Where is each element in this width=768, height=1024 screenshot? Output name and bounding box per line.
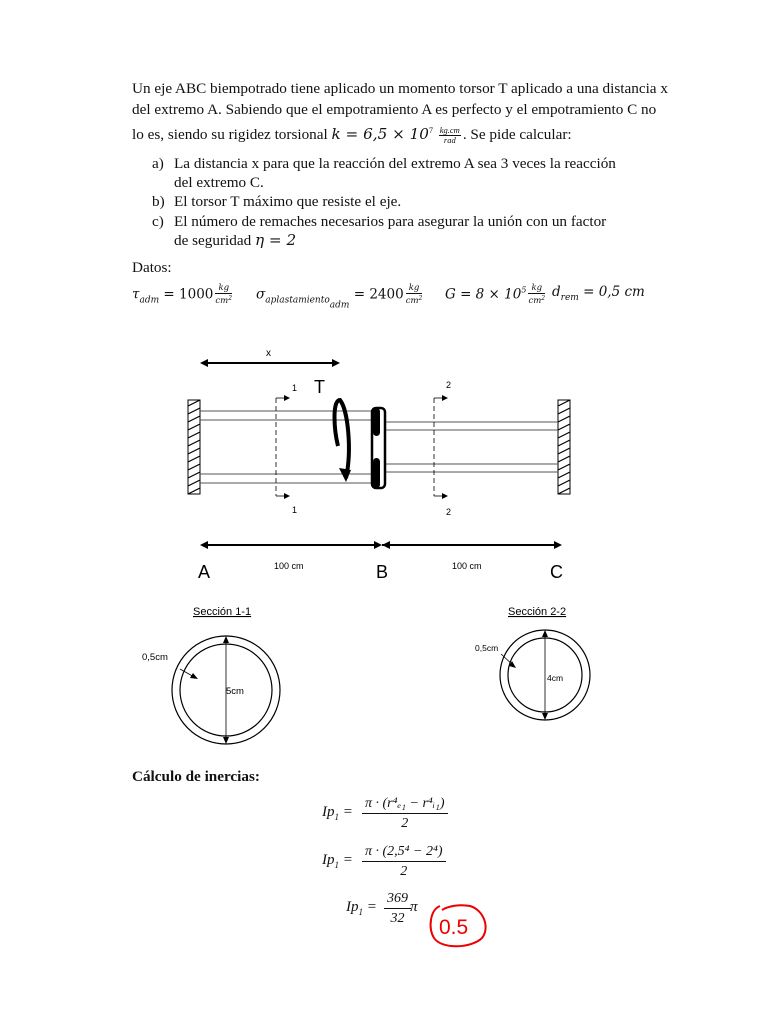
unit-den-exp: 2 <box>418 295 423 302</box>
question-marker: a) <box>152 155 164 172</box>
eq1-denominator: 2 <box>401 816 409 831</box>
section-1-diameter-label: 5cm <box>226 686 244 697</box>
section-2-title: Sección 2-2 <box>508 606 567 618</box>
problem-statement <box>132 78 668 146</box>
safety-factor: η = 2 <box>254 231 297 249</box>
eq3-lhs-text: Ip <box>346 899 359 915</box>
unit-den-base: cm <box>215 296 229 306</box>
g-expression: G = 8 × 10 <box>445 286 522 303</box>
unit-den <box>406 294 423 306</box>
dim-bc-arrow-left <box>382 541 390 549</box>
section-1-bottom-label: 1 <box>292 505 298 515</box>
equation-2-lhs: $Ip_1$ = <box>322 852 353 870</box>
segment-ab <box>200 411 378 483</box>
cross-sections <box>132 598 632 748</box>
eq2-lhs-sub: 1 <box>334 860 339 870</box>
point-b-label: B <box>376 562 389 582</box>
datos-row <box>132 284 652 314</box>
k-unit-num: kg.cm <box>439 125 460 136</box>
intro-line-3 <box>132 120 642 145</box>
section-1-diam-arrow-bottom <box>223 737 229 744</box>
question-list <box>152 155 622 252</box>
section-2-arrowhead-top <box>442 395 448 401</box>
equation-1-fraction <box>362 794 448 833</box>
equation-3-fraction <box>384 889 411 928</box>
shaft-diagram <box>180 330 600 590</box>
point-c-label: C <box>550 562 563 582</box>
unit-den-base: cm <box>405 296 419 306</box>
shear-modulus <box>445 284 547 306</box>
rivet-diameter <box>552 284 645 303</box>
sigma-adm <box>256 284 424 311</box>
intro-line-3-text: lo es, siendo su rigidez torsional <box>132 126 332 143</box>
intro-line-3-end: . Se pide calcular: <box>462 126 572 143</box>
section-2-diameter-label: 4cm <box>547 673 564 683</box>
unit-num: kg <box>406 284 423 294</box>
x-arrow-left <box>200 359 208 367</box>
datos-title: Datos: <box>132 259 172 276</box>
unit-den-exp: 2 <box>541 295 546 302</box>
question-item <box>152 193 622 212</box>
section-1-thickness-label: 0,5cm <box>142 652 168 663</box>
unit-num: kg <box>215 284 232 294</box>
intro-line-2: del extremo A. Sabiendo que el empotramiento A es perfecto y el empotramiento C no <box>132 101 657 118</box>
section-2-diam-arrow-top <box>542 630 548 637</box>
k-unit-den: rad <box>443 135 456 146</box>
g-unit <box>528 284 545 306</box>
unit-den <box>215 294 232 306</box>
section-1-arrowhead-bottom <box>284 493 290 499</box>
question-item <box>152 155 622 192</box>
eq1-lhs-sub: 1 <box>334 812 339 822</box>
question-marker: b) <box>152 193 165 210</box>
grade-value: 0.5 <box>439 916 469 939</box>
k-exponent: 7 <box>428 126 433 135</box>
sigma-unit <box>406 284 423 306</box>
sigma-value: = 2400 <box>349 286 404 303</box>
unit-den-exp: 2 <box>228 295 233 302</box>
tau-value: = 1000 <box>159 286 214 303</box>
dim-ab-arrow-right <box>374 541 382 549</box>
eq2-lhs-text: Ip <box>322 852 335 868</box>
equation-2-fraction <box>362 842 446 881</box>
segment-bc <box>378 422 558 472</box>
tau-unit <box>215 284 232 306</box>
unit-den-base: cm <box>528 296 542 306</box>
section-1-diam-arrow-top <box>223 636 229 643</box>
section-1-thickness-arrow <box>190 673 198 679</box>
eq3-numerator: 369 <box>384 889 411 909</box>
tau-subscript: adm <box>139 295 160 306</box>
wall-c <box>558 400 570 494</box>
section-2-thickness-label: 0,5cm <box>475 643 499 653</box>
section-2-top-label: 2 <box>446 380 452 390</box>
rivet-bottom <box>373 458 380 488</box>
eq1-numerator: π · (r⁴ₑ₁ − r⁴ᵢ₁) <box>362 794 448 814</box>
dim-bc-arrow-right <box>554 541 562 549</box>
tau-symbol: τ <box>132 286 140 303</box>
d-subscript: rem <box>560 293 579 303</box>
dim-bc-label: 100 cm <box>452 561 482 571</box>
section-1-top-label: 1 <box>292 383 298 393</box>
tau-adm <box>132 284 234 306</box>
section-2-arrowhead-bottom <box>442 493 448 499</box>
question-item <box>152 213 622 251</box>
unit-num: kg <box>528 284 545 294</box>
sigma-subscript-adm: adm <box>329 300 350 311</box>
section-1-arrowhead-top <box>284 395 290 401</box>
intro-line-1: Un eje ABC biempotrado tiene aplicado un momento torsor T aplicado a una distancia x <box>132 80 668 97</box>
inercias-heading: Cálculo de inercias: <box>132 768 260 785</box>
d-value: = 0,5 cm <box>578 284 645 300</box>
eq2-numerator: π · (2,5⁴ − 2⁴) <box>362 842 446 862</box>
section-2-bottom-label: 2 <box>446 507 452 517</box>
torque-arrowhead <box>339 468 351 482</box>
k-unit-fraction <box>439 126 461 145</box>
dim-ab-label: 100 cm <box>274 561 304 571</box>
section-2-diam-arrow-bottom <box>542 713 548 720</box>
eq3-denominator: 32 <box>390 911 405 926</box>
d-symbol: d <box>552 284 561 300</box>
question-marker: c) <box>152 212 164 230</box>
section-1-title: Sección 1-1 <box>193 606 252 618</box>
x-arrow-right <box>332 359 340 367</box>
point-a-label: A <box>198 562 211 582</box>
question-text: La distancia x para que la reacción del extremo A sea 3 veces la reacción del extremo C. <box>174 155 616 191</box>
equation-1-lhs: $Ip_1$ = <box>322 804 353 822</box>
g-exponent: 5 <box>521 285 527 295</box>
torque-label: T <box>314 377 325 397</box>
wall-a <box>188 400 200 494</box>
sigma-symbol: σ <box>256 286 266 303</box>
equation-3-lhs: $Ip_1$ = <box>346 899 377 917</box>
rivet-top <box>373 408 380 436</box>
eq2-denominator: 2 <box>400 864 408 879</box>
x-label: x <box>266 348 271 359</box>
eq3-lhs-sub: 1 <box>358 907 363 917</box>
unit-den <box>528 294 545 306</box>
grade-annotation <box>426 900 490 950</box>
torque-arrow <box>335 400 349 478</box>
sigma-subscript: aplastamiento <box>265 295 330 306</box>
eq1-lhs-text: Ip <box>322 804 335 820</box>
question-text: El torsor T máximo que resiste el eje. <box>174 193 402 210</box>
k-expression: k = 6,5 × 10 <box>331 125 429 143</box>
question-text: El número de remaches necesarios para asegurar la unión con un factor de seguridad <box>174 212 607 249</box>
dim-ab-arrow-left <box>200 541 208 549</box>
eq3-pi: π <box>410 899 418 915</box>
